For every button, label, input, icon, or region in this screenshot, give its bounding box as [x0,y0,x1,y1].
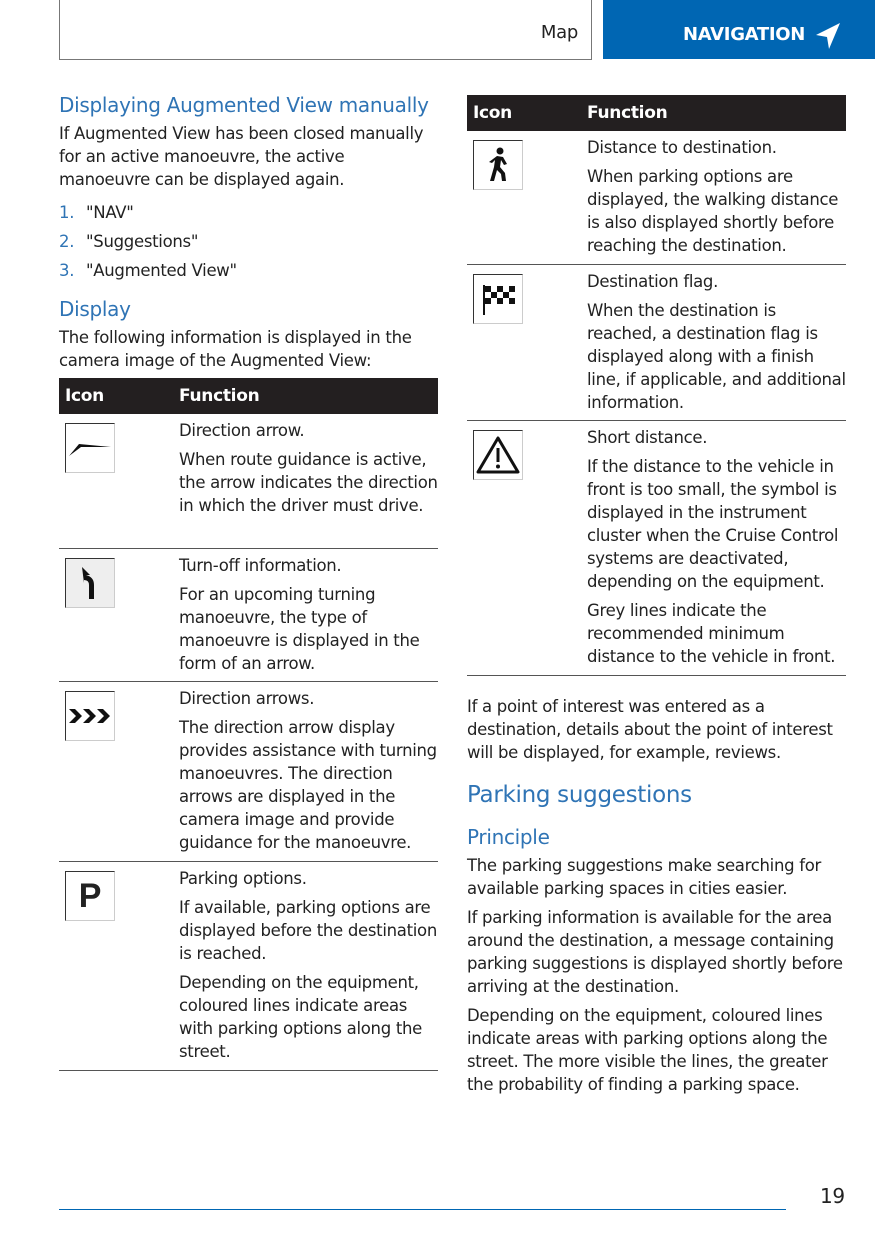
direction-arrow-icon [65,423,115,473]
table-row [59,682,438,862]
destination-flag-icon [473,274,523,324]
icon-table [467,95,846,676]
step-number: 2. [59,232,75,251]
row-title: Destination flag. [587,272,719,291]
paragraph: The following information is displayed in the camera image of the Augmented View: [59,328,412,370]
table-header [467,95,846,131]
step-number: 3. [59,261,75,280]
step-text: "Augmented View" [86,261,237,280]
left-column [59,92,438,1071]
step [59,201,438,224]
footer-rule [59,1209,786,1210]
paragraph: If a point of interest was entered as a destination, details about the point of interest will be displayed, for example, reviews. [467,697,833,762]
parking-icon: P [65,871,115,921]
step [59,230,438,253]
table-row [467,421,846,676]
col-function: Function [587,102,668,123]
row-title: Distance to destination. [587,138,777,157]
row-desc: When the destination is reached, a destination flag is displayed along with a finish line, if applicable, and additional information. [587,301,846,412]
row-title: Direction arrow. [179,421,305,440]
row-desc: When route guidance is active, the arrow indicates the direction in which the driver must drive. [179,450,438,515]
warning-triangle-icon [473,430,523,480]
page-number: 19 [820,1184,845,1208]
row-title: Short distance. [587,428,708,447]
paragraph: Depending on the equipment, coloured lines indicate areas with parking options along the street. The more visible the lines, the greater the probability of finding a parking space. [467,1006,828,1094]
right-column [467,95,846,1102]
row-title: Parking options. [179,869,307,888]
row-desc: If available, parking options are displayed before the destination is reached. [179,898,437,963]
heading-augmented-view: Displaying Augmented View manually [59,93,429,117]
row-desc: When parking options are displayed, the walking distance is also displayed shortly before reaching the destination. [587,167,839,255]
table-row [59,862,438,1071]
heading-principle: Principle [467,825,550,849]
table-row [59,549,438,682]
step-text: "Suggestions" [86,232,199,251]
pedestrian-icon [473,140,523,190]
row-desc: Depending on the equipment, coloured lines indicate areas with parking options along the street. [179,973,422,1061]
heading-parking-suggestions: Parking suggestions [467,782,692,808]
chapter-banner [603,0,875,59]
step [59,259,438,282]
table-row [467,131,846,265]
direction-arrows-icon [65,691,115,741]
heading-display: Display [59,297,131,321]
paragraph: The parking suggestions make searching for available parking spaces in cities easier. [467,856,822,898]
row-desc: Grey lines indicate the recommended minimum distance to the vehicle in front. [587,601,836,666]
turn-off-arrow-icon [65,558,115,608]
header-section-box [59,0,592,60]
table-header [59,378,438,414]
paragraph: If parking information is available for the area around the destination, a message containing parking suggestions is displayed shortly before arriving at the destination. [467,908,843,996]
step-text: "NAV" [86,203,134,222]
col-icon: Icon [473,102,512,123]
row-title: Turn-off information. [179,556,342,575]
chapter-title: NAVIGATION [683,24,806,45]
row-desc: The direction arrow display provides assistance with turning manoeuvres. The direction arrows are displayed in the camera image and provide guidance for the manoeuvre. [179,718,437,852]
step-number: 1. [59,203,75,222]
row-desc: For an upcoming turning manoeuvre, the type of manoeuvre is displayed in the form of an arrow. [179,585,420,673]
paragraph: If Augmented View has been closed manually for an active manoeuvre, the active manoeuvre can be displayed again. [59,124,424,189]
section-title: Map [540,22,578,43]
table-row [467,265,846,421]
icon-table [59,378,438,1071]
col-function: Function [179,385,260,406]
col-icon: Icon [65,385,104,406]
navigation-arrow-icon [815,22,841,50]
row-title: Direction arrows. [179,689,315,708]
row-desc: If the distance to the vehicle in front is too small, the symbol is displayed in the instrument cluster when the Cruise Control systems are deactivated, depending on the equipment. [587,457,839,591]
table-row [59,414,438,549]
steps-list [59,201,438,282]
